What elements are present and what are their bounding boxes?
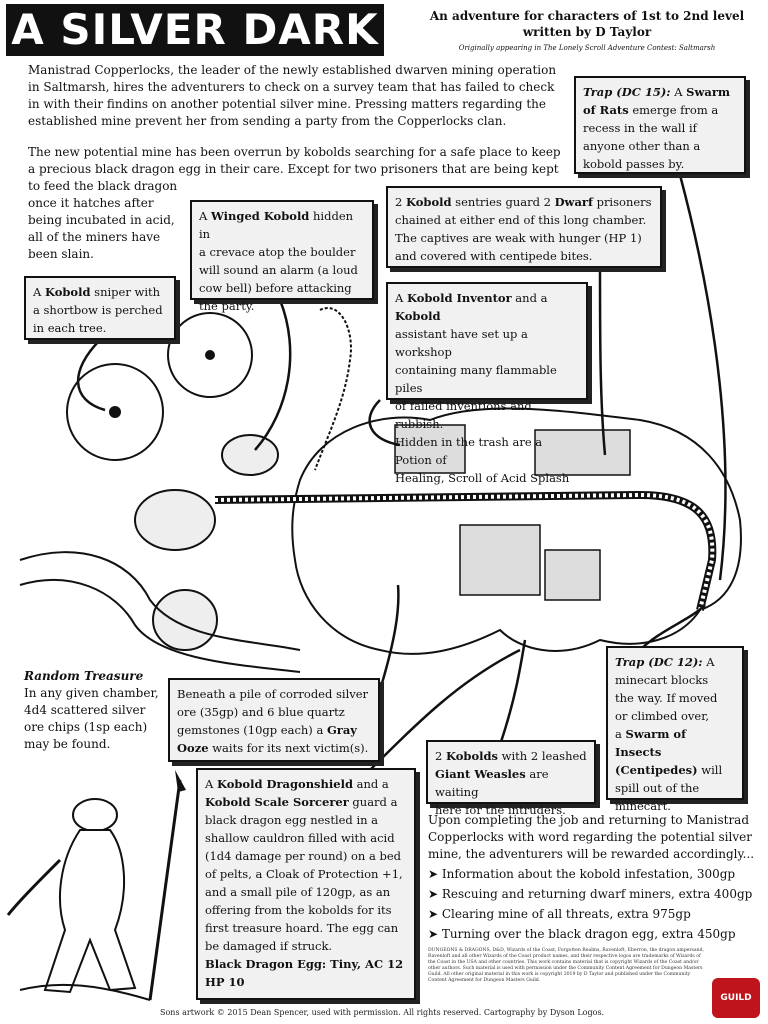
rewards-list — [428, 864, 763, 944]
legal-notice: DUNGEONS & DRAGONS, D&D, Wizards of the Coast, Forgotten Realms, Ravenloft, Eberron, the dragon ampersand, Ravenloft and all other Wizards of the Coast product names, and their respective logos are trademarks of Wizards of the Coast in the USA and other countries. This work contains material that is copyright Wizards of the Coast and/or other authors. Such material is used with permission under the Community Content Agreement for Dungeon Masters Guild. All other original material in this work is copyright 2019 by D Taylor and published under the Community Content Agreement for Dungeon Masters Guild. — [428, 948, 705, 983]
callout-gray-ooze: Beneath a pile of corroded silver ore (35gp) and 6 blue quartz gemstones (10gp each) a Gray Ooze waits for its next victim(s). — [168, 678, 380, 762]
list-item: ➤ Clearing mine of all threats, extra 975gp — [428, 907, 691, 921]
callout-trap-minecart: Trap (DC 12): A minecart blocks the way. If moved or climbed over, a Swarm of Insects (Centipedes) will spill out of the minecart. — [606, 646, 744, 800]
list-item: ➤ Turning over the black dragon egg, extra 450gp — [428, 927, 736, 941]
callout-weasels: 2 Kobolds with 2 leashed Giant Weasles are waiting here for the intruders. — [426, 740, 596, 804]
origin-note: Originally appearing in The Lonely Scroll Adventure Contest: Saltmarsh — [458, 44, 716, 52]
intro-paragraph-2: The new potential mine has been overrun by kobolds searching for a safe place to keep a precious black dragon egg in their care. Except for two prisoners that are being kept to feed the black dragon once it hatches after being incubated in acid, all of the miners have been slain. — [28, 145, 561, 261]
rock-2 — [153, 590, 217, 650]
subtitle — [412, 8, 762, 40]
list-item: ➤ Information about the kobold infestation, 300gp — [428, 867, 736, 881]
random-treasure: Random Treasure In any given chamber, 4d4 scattered silver ore chips (1sp each) may be found. — [24, 668, 174, 753]
subtitle-line: An adventure for characters of 1st to 2nd level — [429, 9, 745, 23]
callout-dragonshield: A Kobold Dragonshield and a Kobold Scale Sorcerer guard a black dragon egg nestled in a shallow cauldron filled with acid (1d4 damage per round) on a bed of pelts, a Cloak of Protection +1, and a small pile of 120gp, as an offering from the kobolds for its first treasure hoard. The egg can be damaged if struck. Black Dragon Egg: Tiny, AC 12 HP 10 — [196, 768, 416, 1000]
page-title: A SILVER DARK — [6, 4, 384, 56]
intro-paragraph-1: Manistrad Copperlocks, the leader of the newly established dwarven mining operation in Saltmarsh, hires the adventurers to check on a survey team that has failed to check in with their findins on another potential silver mine. Pressing matters regarding the established mine prevent her from sending a party from the Copperlocks clan. — [28, 63, 557, 128]
callout-sniper: A Kobold sniper with a shortbow is perched in each tree. — [24, 276, 176, 340]
kobold-warrior-illustration — [8, 770, 186, 1000]
callout-winged-kobold: A Winged Kobold hidden in a crevace atop the boulder will sound an alarm (a loud cow bell) before attacking the party. — [190, 200, 374, 300]
author-line: written by D Taylor — [522, 25, 652, 39]
rock-1 — [135, 490, 215, 550]
art-credit: Sons artwork © 2015 Dean Spencer, used with permission. All rights reserved. Cartography by Dyson Logos. — [160, 1008, 605, 1017]
callout-sentries: 2 Kobold sentries guard 2 Dwarf prisoners chained at either end of this long chamber. The captives are weak with hunger (HP 1) and covered with centipede bites. — [386, 186, 662, 268]
boulder — [222, 435, 278, 475]
chamber-lair — [545, 550, 600, 600]
rewards-intro: Upon completing the job and returning to Manistrad Copperlocks with word regarding the potential silver mine, the adventurers will be rewarded accordingly... — [428, 813, 755, 861]
callout-inventor: A Kobold Inventor and a Kobold assistant have set up a workshop containing many flammable piles of failed inventions and rubbish. Hidden in the trash are a Potion of Healing, Scroll of Acid Splash — [386, 282, 588, 400]
random-treasure-title: Random Treasure — [24, 669, 144, 683]
dms-guild-logo: GUILD — [712, 978, 760, 1018]
callout-trap-rats: Trap (DC 15): A Swarm of Rats emerge from a recess in the wall if anyone other than a kobold passes by. — [574, 76, 746, 174]
list-item: ➤ Rescuing and returning dwarf miners, extra 400gp — [428, 887, 753, 901]
chamber-ooze — [460, 525, 540, 595]
